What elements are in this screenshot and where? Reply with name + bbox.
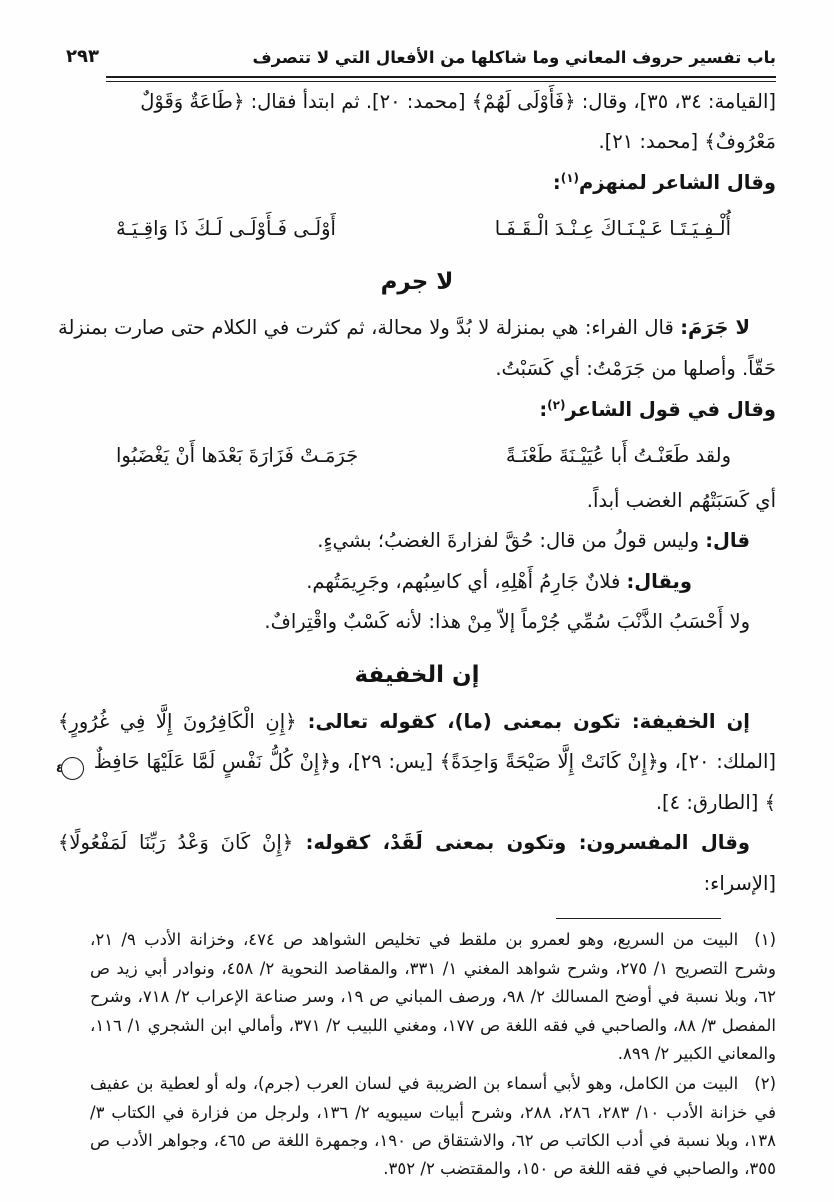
footnote-marker: (٢) — [754, 1074, 776, 1094]
quran-citation: ﴿إِنِ الْكَافِرُونَ إِلَّا فِي غُرُورٍ﴾ [الملك: ٢٠]، و﴿إِنْ كَانَتْ إِلَّا صَيْحَةً وَاحِدَةً﴾ [يس: ٢٩]، و﴿إِنْ كُلُّ نَفْسٍ لَمَّا عَلَيْهَا حَافِظٌ — [58, 709, 776, 774]
paragraph-qala — [58, 521, 776, 562]
leadin-colon: : — [539, 397, 548, 421]
footnote-ref-1: (١) — [560, 170, 580, 185]
poem-couplet-1 — [116, 209, 731, 250]
speaker-label: قال: — [705, 529, 750, 553]
chapter-running-title: باب تفسير حروف المعاني وما شاكلها من الأفعال التي لا تتصرف — [252, 48, 776, 67]
quran-citation: ﴾ [الطارق: ٤]. — [655, 790, 776, 814]
paragraph-mufassirun — [58, 823, 776, 904]
lemma: إن الخفيفة: تكون بمعنى (ما)، كقوله تعالى: — [296, 709, 750, 733]
footnotes-section — [90, 926, 776, 1183]
speech-text: وليس قولُ من قال: حُقَّ لفزارةَ الغضبُ؛ بشيءٍ. — [317, 529, 706, 553]
poem-gloss: أي كَسَبَتْهُم الغضب أبداً. — [586, 488, 776, 512]
speaker-label: ويقال: — [626, 569, 692, 593]
footnote-text: البيت من السريع، وهو لعمرو بن ملقط في تخليص الشواهد ص ٤٧٤، وخزانة الأدب ٩/ ٢١، وشرح التصريح ١/ ٢٧٥، وشرح شواهد المغني ١/ ٣٣١، والمقاصد النحوية ٢/ ٤٥٨، ونوادر أبي زيد ص ٦٢، وبلا نسبة في أوضح المسالك ٢/ ٩٨، ورصف المباني ص ١٩، وسر صناعة الإعراب ٢/ ٧١٨، وشرح المفصل ٣/ ٨٨، والصاحبي في فقه اللغة ص ١٧٧، ومغني اللبيب ٢/ ٣٧١، وأمالي ابن الشجري ١/ ١١٦، والمعاني الكبير ٢/ ٨٩٩. — [90, 930, 776, 1063]
footnote-marker: (١) — [754, 930, 777, 950]
hemistich-left: جَرَمَـتْ فَزَارَةَ بَعْدَها أَنْ يَغْضَبُوا — [116, 444, 359, 468]
page-header — [58, 46, 776, 67]
footnote-ref-2: (٢) — [547, 397, 566, 412]
hemistich-right: ولقد طَعَنْـتُ أَبا عُيَيْـنَةَ طَعْنَـةً — [505, 444, 731, 468]
lemma: لا جَرَمَ: — [680, 316, 750, 340]
page-body — [55, 82, 776, 905]
footnote-divider — [556, 918, 721, 919]
ayah-number-ornament: ٤ — [61, 757, 84, 780]
poet-intro-line-2 — [58, 390, 776, 431]
section-heading-in-khafifa: إن الخفيفة — [354, 661, 480, 688]
footnote-1 — [90, 926, 776, 1068]
poet-intro-line-1 — [58, 163, 776, 204]
speech-text: فلانٌ جَارِمُ أَهْلِهِ، أي كاسِبُهم، وجَرِيمَتُهم. — [306, 569, 627, 593]
paragraph-wala-ahsab: ولا أَحْسَبُ الذَّنْبَ سُمِّي جُرْماً إلاّ مِنْ هذا: لأنه كَسْبٌ واقْتِرافٌ. — [264, 610, 750, 634]
page-number: ٢٩٣ — [66, 46, 99, 67]
poem-couplet-2 — [116, 436, 731, 477]
quran-citation: ﴿إِنْ كَانَ وَعْدُ رَبِّنَا لَمَفْعُولًا﴾ [الإسراء: — [58, 831, 776, 895]
paragraph-line: [القيامة: ٣٤، ٣٥]، وقال: ﴿فَأَوْلَى لَهُمْ﴾ [محمد: ٢٠]. ثم ابتدأ فقال: ﴿طَاعَةٌ وَقَوْلٌ — [140, 89, 776, 113]
section-heading-la-jaram: لا جرم — [380, 268, 454, 295]
leadin-text: وقال في قول الشاعر — [565, 397, 776, 421]
definition-text: قال الفراء: هي بمنزلة لا بُدَّ ولا محالة، ثم كثرت في الكلام حتى صارت بمنزلة حَقّاً. وأصلها من جَرَمْتُ: أي كَسَبْتُ. — [58, 316, 776, 381]
leadin-text: وقال المفسرون: وتكون بمعنى لَقَدْ، كقوله: — [293, 831, 750, 855]
footnote-2 — [90, 1070, 776, 1184]
paragraph-yuqal — [58, 562, 692, 603]
footnote-text: البيت من الكامل، وهو لأبي أسماء بن الضريبة في لسان العرب (جرم)، وله أو لعطية بن عفيف في خزانة الأدب ١٠/ ٢٨٣، ٢٨٦، ٢٨٨، وشرح أبيات سيبويه ٢/ ١٣٦، ولرجل من فزارة في الكتاب ٣/ ١٣٨، وبلا نسبة في أدب الكاتب ص ٦٢، والاشتقاق ص ١٩٠، وجمهرة اللغة ص ٤٦٥، وجواهر الأدب ص ٣٥٥، والصاحبي في فقه اللغة ص ١٥٠، والمقتضب ٢/ ٣٥٢. — [90, 1074, 776, 1179]
paragraph-in-khafifa — [55, 702, 776, 824]
hemistich-left: أَوْلَـى فَـأَوْلَـى لَـكَ ذَا وَاقِـيَـهْ — [116, 217, 336, 241]
paragraph-line: مَعْرُوفٌ﴾ [محمد: ٢١]. — [598, 130, 776, 154]
leadin-colon: : — [552, 170, 561, 194]
hemistich-right: أُلْـفِـيَـتَـا عَـيْـنَـاكَ عِـنْـدَ الْـقَـفَـا — [494, 217, 731, 241]
leadin-text: وقال الشاعر لمنهزم — [579, 170, 776, 194]
paragraph-quran-citations — [58, 82, 776, 163]
paragraph-la-jaram-definition — [58, 308, 776, 389]
